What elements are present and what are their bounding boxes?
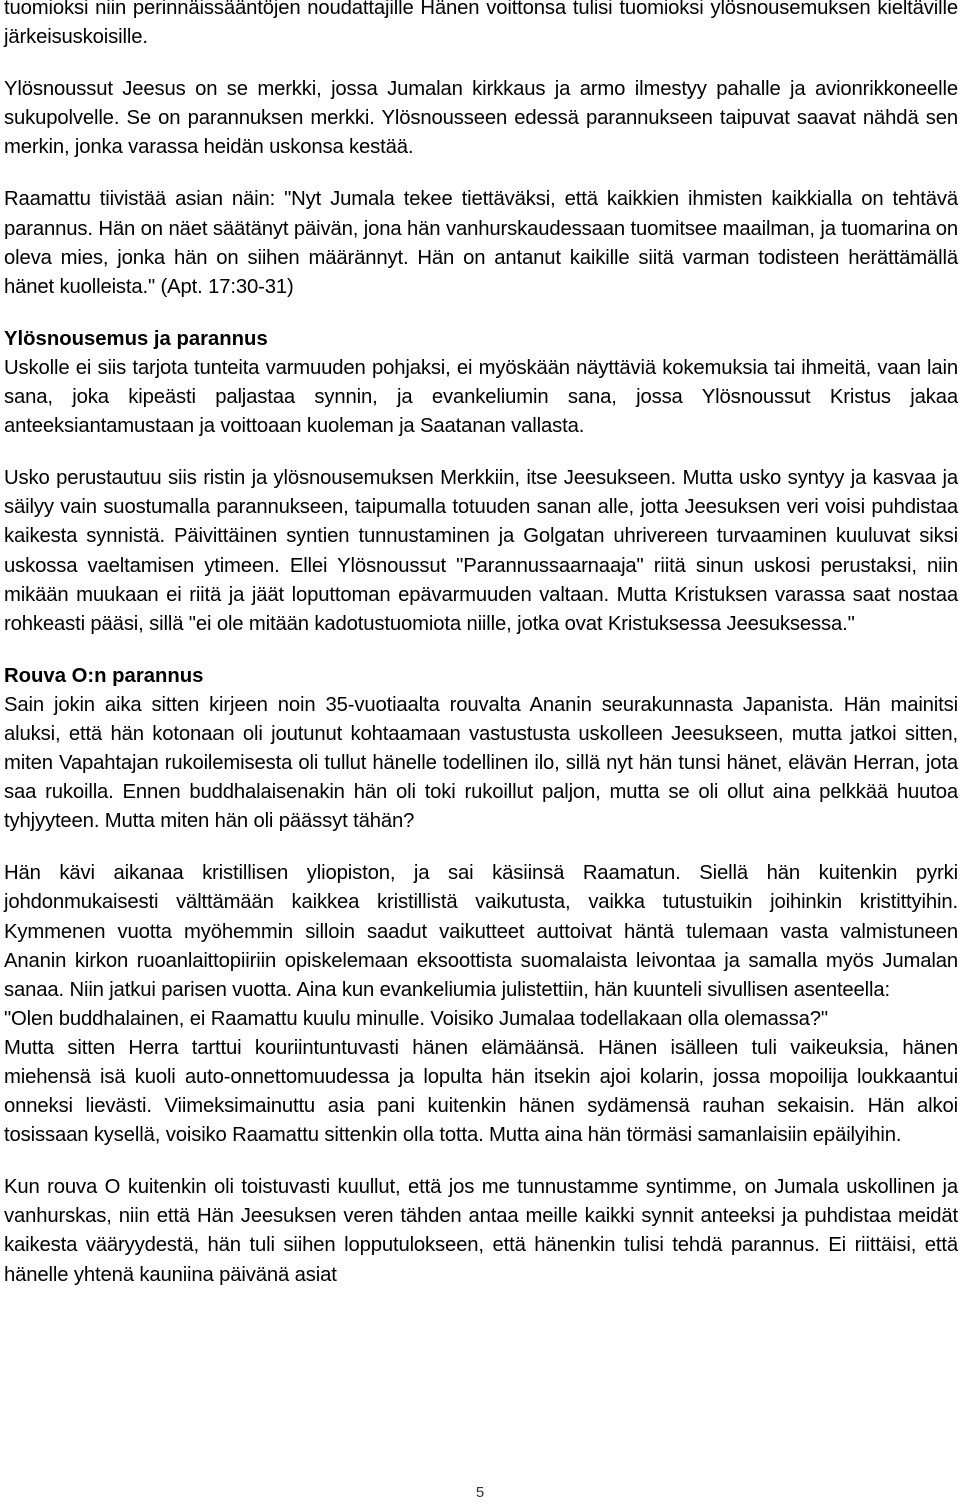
paragraph-university-bible: Hän kävi aikanaa kristillisen yliopiston, ja sai käsiinsä Raamatun. Siellä hän kuitenkin pyrki johdonmukaisesti välttämään kaikkea kristillistä vaikutusta, vaikka tutustuikin joihinkin kristittyihin. Kymmenen vuotta myöhemmin silloin saadut vaikutteet auttoivat häntä tulemaan vasta valmistuneen Ananin kirkon ruoanlaittopiiriin opiskelemaan eksoottista suomalaista leivontaa ja samalla myös Jumalan sanaa. Niin jatkui parisen vuotta. Aina kun evankeliumia julistettiin, hän kuunteli sivullisen asenteella: [4,862,958,1001]
heading-mrs-o-repentance: Rouva O:n parannus [4,664,204,687]
paragraph-faith-foundation: Uskolle ei siis tarjota tunteita varmuuden pohjaksi, ei myöskään näyttäviä kokemuksia tai ihmeitä, vaan lain sana, joka kipeästi paljastaa synnin, ja evankeliumin sana, jossa Ylösnoussut Kristus jakaa anteeksiantamustaan ja voittoaan kuoleman ja Saatanan vallasta. [4,356,958,438]
paragraph-intro-continuation: tuomioksi niin perinnäissääntöjen noudattajille Hänen voittonsa tulisi tuomioksi ylösnousemuksen kieltäville järkeisuskoisille. [4,0,958,49]
page-number: 5 [475,1484,485,1501]
paragraph-bible-quote: Raamattu tiivistää asian näin: "Nyt Jumala tekee tiettäväksi, että kaikkien ihmisten kaikkialla on tehtävä parannus. Hän on näet säätänyt päivän, jona hän vanhurskaudessaan tuomitsee maailman, ja tuomarina on oleva mies, jonka hän on siihen määrännyt. Hän on antanut kaikille siitä varman todisteen herättämällä hänet kuolleista." (Apt. 17:30-31) [4,188,958,298]
paragraph-letter-from-japan: Sain jokin aika sitten kirjeen noin 35-vuotiaalta rouvalta Ananin seurakunnasta Japanista. Hän mainitsi aluksi, että hän kotonaan oli joutunut kohtaamaan vastustusta uskolleen Jeesukseen, mutta jatkoi sitten, miten Vapahtajan rukoilemisesta oli tullut hänelle todellinen ilo, sillä nyt hän tunsi hänet, elävän Herran, jota saa rukoilla. Ennen buddhalaisenakin hän oli toki rukoillut paljon, mutta se oli ollut aina pelkkää huutoa tyhjyyteen. Mutta miten hän oli päässyt tähän? [4,693,958,833]
paragraph-risen-jesus-sign: Ylösnoussut Jeesus on se merkki, jossa Jumalan kirkkaus ja armo ilmestyy pahalle ja avionrikkoneelle sukupolvelle. Se on parannuksen merkki. Ylösnousseen edessä parannukseen taipuvat saavat nähdä sen merkin, jonka varassa heidän uskonsa kestää. [4,78,958,159]
paragraph-faith-cross-resurrection: Usko perustautuu siis ristin ja ylösnousemuksen Merkkiin, itse Jeesukseen. Mutta usko syntyy ja kasvaa ja säilyy vain suostumalla parannukseen, taipumalla totuuden sanan alle, jotta Jeesuksen veri voisi puhdistaa kaikesta synnistä. Päivittäinen syntien tunnustaminen ja Golgatan uhrivereen turvaaminen kuuluvat siksi uskossa vaeltamisen ytimeen. Ellei Ylösnoussut "Parannussaarnaaja" riitä sinun uskosi perustaksi, niin mikään muukaan ei riitä ja jäät loputtoman epävarmuuden valtaan. Mutta Kristuksen varassa saat nostaa rohkeasti pääsi, sillä "ei ole mitään kadotustuomiota niille, jotka ovat Kristuksessa Jeesuksessa." [4,467,958,635]
paragraph-buddhist-quote: "Olen buddhalainen, ei Raamattu kuulu minulle. Voisiko Jumalaa todellakaan olla olemassa?" [4,1007,828,1030]
heading-resurrection-and-repentance: Ylösnousemus ja parannus [4,327,268,350]
document-page [4,0,958,1290]
paragraph-life-troubles: Mutta sitten Herra tarttui kouriintuntuvasti hänen elämäänsä. Hänen isälleen tuli vaikeuksia, hänen miehensä isä kuoli auto-onnettomuudessa ja lopulta hän itsekin ajoi kolarin, jossa mopoilija loukkaantui onneksi lievästi. Viimeksimainuttu asia pani kuitenkin hänen sydämensä rauhan sekaisin. Hän alkoi tosissaan kysellä, voisiko Raamattu sittenkin olla totta. Mutta aina hän törmäsi samanlaisiin epäilyihin. [4,1036,958,1147]
paragraph-confession-decision: Kun rouva O kuitenkin oli toistuvasti kuullut, että jos me tunnustamme syntimme, on Jumala uskollinen ja vanhurskas, niin että Hän Jeesuksen veren tähden antaa meille kaikki synnit anteeksi ja puhdistaa meidät kaikesta vääryydestä, hän tuli siihen lopputulokseen, että hänenkin tulisi tehdä parannus. Ei riittäisi, että hänelle yhtenä kauniina päivänä asiat [4,1176,958,1286]
